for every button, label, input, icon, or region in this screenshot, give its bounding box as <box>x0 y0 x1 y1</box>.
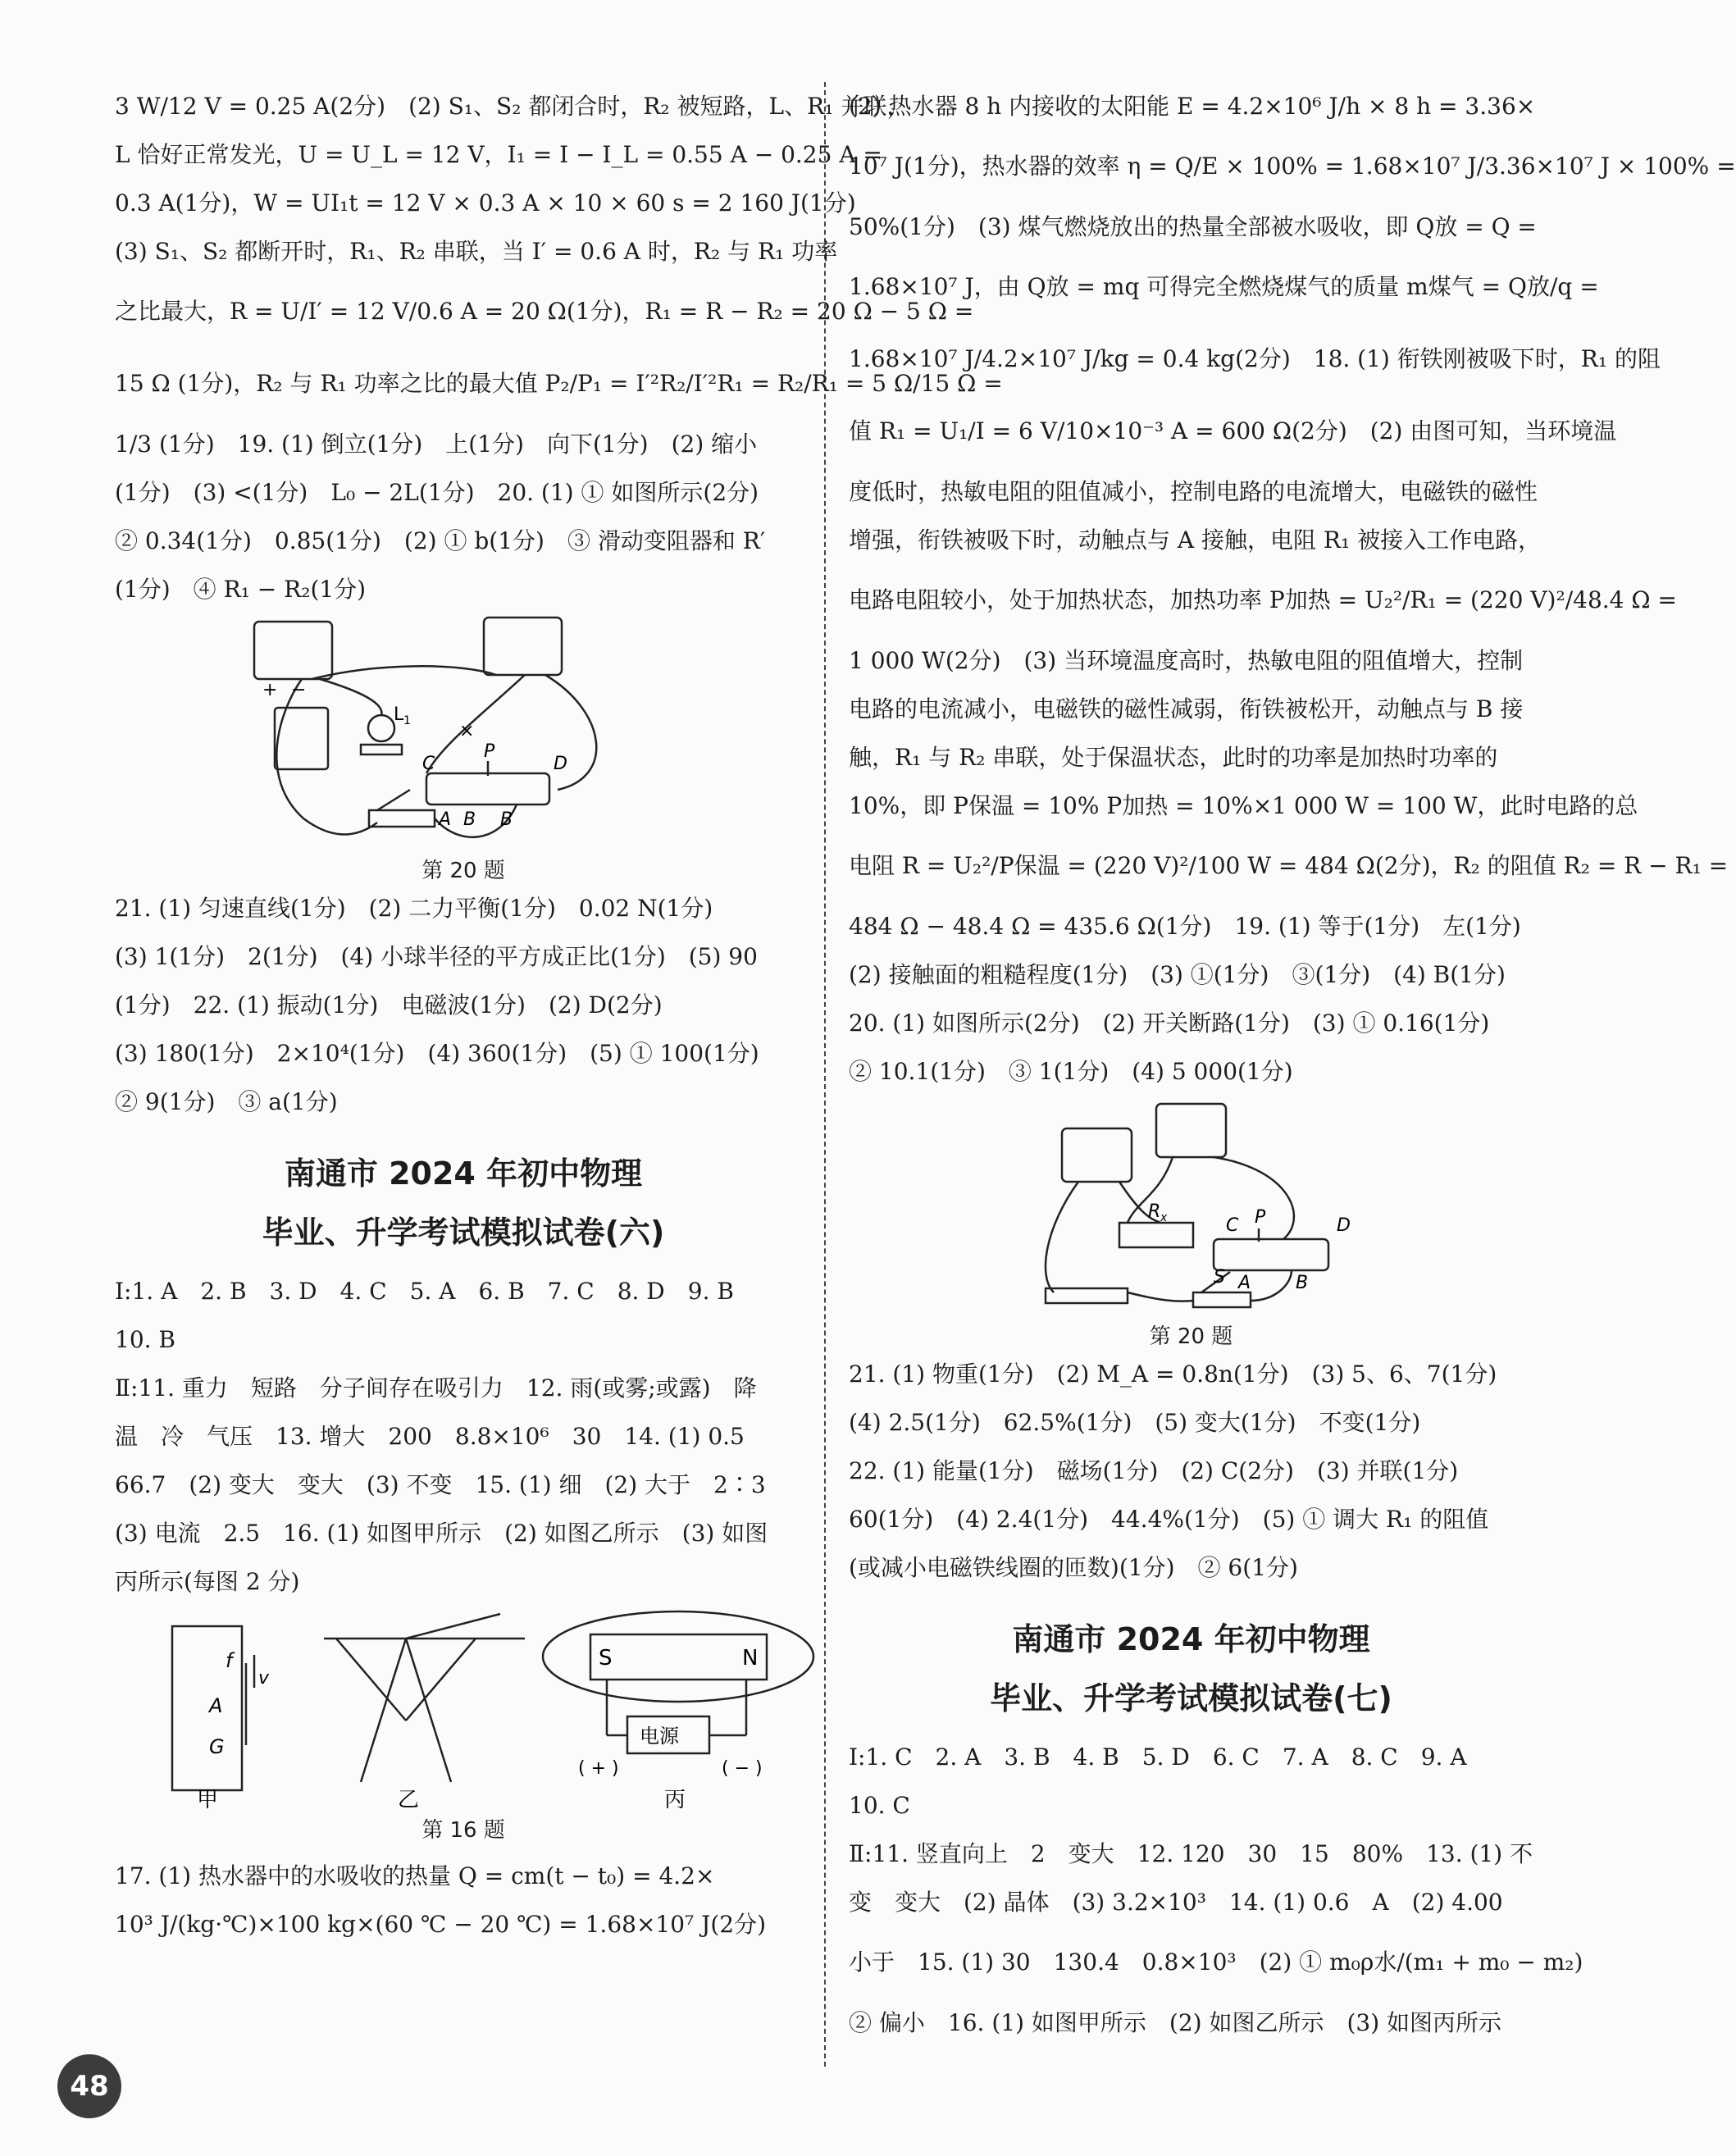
text-line: 温 冷 气压 13. 增大 200 8.8×10⁶ 30 14. (1) 0.5 <box>115 1423 745 1450</box>
text-line: ② 10.1(1分) ③ 1(1分) (4) 5 000(1分) <box>849 1058 1293 1085</box>
svg-text:D: D <box>554 754 567 774</box>
text-line: 电路的电流减小，电磁铁的磁性减弱，衔铁被松开，动触点与 B 接 <box>849 695 1524 722</box>
text-line: (1分) ④ R₁ − R₂(1分) <box>115 576 367 603</box>
figure-16 <box>115 1606 812 1852</box>
svg-text:R: R <box>1148 1201 1161 1222</box>
svg-text:A: A <box>209 1694 223 1717</box>
svg-text:x: x <box>1160 1211 1168 1224</box>
svg-text:N: N <box>742 1646 759 1671</box>
minus-label: ( − ) <box>722 1758 763 1779</box>
voltmeter-shape <box>1062 1128 1132 1182</box>
text-line: 66.7 (2) 变大 变大 (3) 不变 15. (1) 细 (2) 大于 2∶3 <box>115 1471 766 1498</box>
svg-text:D: D <box>1337 1215 1351 1236</box>
text-line: (2) 热水器 8 h 内接收的太阳能 E = 4.2×10⁶ J/h × 8 h = 3.36× <box>849 93 1536 120</box>
svg-text:A: A <box>439 809 452 830</box>
svg-text:S: S <box>1214 1267 1225 1288</box>
text-line: 1.68×10⁷ J/4.2×10⁷ J/kg = 0.4 kg(2分) 18. (1) 衔铁刚被吸下时，R₁ 的阻 <box>849 345 1661 372</box>
power-label: 电源 <box>640 1725 679 1748</box>
text-line: 变 变大 (2) 晶体 (3) 3.2×10³ 14. (1) 0.6 A (2) 4.00 <box>849 1889 1503 1916</box>
svg-text:×: × <box>459 721 475 741</box>
figure-20-left <box>115 613 812 884</box>
text-line: (2) 接触面的粗糙程度(1分) (3) ①(1分) ③(1分) (4) B(1分) <box>849 961 1506 988</box>
svg-text:A: A <box>1238 1273 1251 1293</box>
voltmeter-shape <box>254 622 332 679</box>
svg-text:C: C <box>1226 1215 1239 1236</box>
circuit-diagram <box>115 613 812 851</box>
text-line: Ⅱ:11. 竖直向上 2 变大 12. 120 30 15 80% 13. (1) 不 <box>849 1840 1533 1867</box>
text-line: 21. (1) 物重(1分) (2) M_A = 0.8n(1分) (3) 5、6、7(1分) <box>849 1361 1497 1388</box>
label-yi: 乙 <box>398 1788 420 1812</box>
right-column <box>849 82 1736 2047</box>
text-line: Ⅰ:1. A 2. B 3. D 4. C 5. A 6. B 7. C 8. D 9. B <box>115 1278 734 1305</box>
text-line: (3) S₁、S₂ 都断开时，R₁、R₂ 串联，当 I′ = 0.6 A 时，R₂ 与 R₁ 功率 <box>115 238 838 265</box>
text-line: 10. C <box>849 1792 910 1819</box>
svg-text:1: 1 <box>403 714 411 727</box>
text-line: 1/3 (1分) 19. (1) 倒立(1分) 上(1分) 向下(1分) (2) 缩小 <box>115 431 758 458</box>
text-line: 3 W/12 V = 0.25 A(2分) (2) S₁、S₂ 都闭合时，R₂ 被短路，L、R₁ 并联， <box>115 93 910 120</box>
text-line: 度低时，热敏电阻的阻值减小，控制电路的电流增大，电磁铁的磁性 <box>849 478 1538 505</box>
text-line: 触，R₁ 与 R₂ 串联，处于保温状态，此时的功率是加热时功率的 <box>849 744 1498 771</box>
svg-text:+: + <box>262 680 278 700</box>
text-line: 增强，衔铁被吸下时，动触点与 A 接触，电阻 R₁ 被接入工作电路， <box>849 526 1542 554</box>
ammeter-shape <box>484 618 562 675</box>
svg-text:P: P <box>484 741 495 762</box>
text-line: (4) 2.5(1分) 62.5%(1分) (5) 变大(1分) 不变(1分) <box>849 1409 1421 1436</box>
text-line: (3) 180(1分) 2×10⁴(1分) (4) 360(1分) (5) ① 100(1分) <box>115 1040 759 1067</box>
svg-text:G: G <box>209 1735 225 1758</box>
text-line: (3) 电流 2.5 16. (1) 如图甲所示 (2) 如图乙所示 (3) 如图 <box>115 1520 768 1547</box>
text-line: 484 Ω − 48.4 Ω = 435.6 Ω(1分) 19. (1) 等于(1分) 左(1分) <box>849 913 1521 940</box>
text-line: 10⁷ J(1分)，热水器的效率 η = Q/E × 100% = 1.68×10⁷ J/3.36×10⁷ J × 100% = <box>849 153 1736 180</box>
text-line: 10³ J/(kg·℃)×100 kg×(60 ℃ − 20 ℃) = 1.68×10⁷ J(2分) <box>115 1911 767 1938</box>
section-heading: 毕业、升学考试模拟试卷(七) <box>990 1680 1392 1716</box>
text-line: 1 000 W(2分) (3) 当环境温度高时，热敏电阻的阻值增大，控制 <box>849 647 1524 674</box>
text-line: Ⅱ:11. 重力 短路 分子间存在吸引力 12. 雨(或雾;或露) 降 <box>115 1374 757 1402</box>
text-line: (或减小电磁铁线圈的匝数)(1分) ② 6(1分) <box>849 1554 1298 1581</box>
svg-text:S: S <box>599 1646 613 1671</box>
svg-text:P: P <box>1255 1207 1266 1228</box>
label-jia: 甲 <box>197 1788 219 1812</box>
switch-base <box>369 810 435 827</box>
text-line: 20. (1) 如图所示(2分) (2) 开关断路(1分) (3) ① 0.16(1分) <box>849 1010 1490 1037</box>
figure-20-right <box>849 1096 1533 1350</box>
svg-text:−: − <box>291 680 307 700</box>
text-line: 50%(1分) (3) 煤气燃烧放出的热量全部被水吸收，即 Q放 = Q = <box>849 213 1537 240</box>
section-heading: 毕业、升学考试模拟试卷(六) <box>262 1215 665 1251</box>
svg-text:B: B <box>463 809 476 830</box>
text-line: ② 9(1分) ③ a(1分) <box>115 1088 338 1115</box>
svg-text:v: v <box>258 1668 270 1689</box>
svg-text:f: f <box>226 1649 233 1672</box>
label-bing: 丙 <box>664 1788 686 1812</box>
figure-caption: 第 16 题 <box>421 1818 505 1843</box>
text-line: 15 Ω (1分)，R₂ 与 R₁ 功率之比的最大值 P₂/P₁ = I′²R₂/I′²R₁ = R₂/R₁ = 5 Ω/15 Ω = <box>115 370 1003 397</box>
text-line: 10%，即 P保温 = 10% P加热 = 10%×1 000 W = 100 W，此时电路的总 <box>849 792 1638 819</box>
text-line: (3) 1(1分) 2(1分) (4) 小球半径的平方成正比(1分) (5) 90 <box>115 943 758 970</box>
text-line: 60(1分) (4) 2.4(1分) 44.4%(1分) (5) ① 调大 R₁ 的阻值 <box>849 1506 1489 1533</box>
text-line: 丙所示(每图 2 分) <box>115 1568 300 1595</box>
text-line: 小于 15. (1) 30 130.4 0.8×10³ (2) ① m₀ρ水/(m₁ + m₀ − m₂) <box>849 1949 1583 1976</box>
text-line: 22. (1) 能量(1分) 磁场(1分) (2) C(2分) (3) 并联(1分) <box>849 1457 1459 1484</box>
circuit-diagram <box>849 1096 1533 1317</box>
section-heading: 南通市 2024 年初中物理 <box>1012 1621 1370 1657</box>
text-line: (1分) (3) <(1分) L₀ − 2L(1分) 20. (1) ① 如图所示(2分) <box>115 479 759 506</box>
text-line: (1分) 22. (1) 振动(1分) 电磁波(1分) (2) D(2分) <box>115 991 663 1019</box>
text-line: 之比最大，R = U/I′ = 12 V/0.6 A = 20 Ω(1分)，R₁ = R − R₂ = 20 Ω − 5 Ω = <box>115 298 974 325</box>
text-line: 1.68×10⁷ J，由 Q放 = mq 可得完全燃烧煤气的质量 m煤气 = Q放/q = <box>849 273 1599 300</box>
figure-caption: 第 20 题 <box>1149 1324 1233 1349</box>
bulb-shape <box>368 715 394 741</box>
svg-text:L: L <box>394 704 404 725</box>
figure-caption: 第 20 题 <box>421 859 505 883</box>
figure-16-drawings <box>115 1606 812 1811</box>
text-line: ② 偏小 16. (1) 如图甲所示 (2) 如图乙所示 (3) 如图丙所示 <box>849 2009 1502 2036</box>
text-line: 10. B <box>115 1326 176 1353</box>
svg-text:B: B <box>1296 1273 1309 1293</box>
text-line: 0.3 A(1分)，W = UI₁t = 12 V × 0.3 A × 10 × 60 s = 2 160 J(1分) <box>115 189 856 217</box>
text-line: 21. (1) 匀速直线(1分) (2) 二力平衡(1分) 0.02 N(1分) <box>115 895 713 922</box>
svg-text:B: B <box>500 809 513 830</box>
switch-base <box>1193 1292 1251 1307</box>
section-heading: 南通市 2024 年初中物理 <box>284 1155 643 1192</box>
page-number-badge: 48 <box>57 2054 121 2118</box>
rheostat-shape <box>426 773 549 805</box>
text-line: ② 0.34(1分) 0.85(1分) (2) ① b(1分) ③ 滑动变阻器和 R′ <box>115 527 766 554</box>
text-line: 电路电阻较小，处于加热状态，加热功率 P加热 = U₂²/R₁ = (220 V)²/48.4 Ω = <box>849 586 1677 613</box>
text-line: Ⅰ:1. C 2. A 3. B 4. B 5. D 6. C 7. A 8. C 9. A <box>849 1743 1467 1771</box>
electromagnet-shape <box>590 1634 767 1680</box>
resistor-rx <box>1119 1223 1193 1247</box>
text-line: 17. (1) 热水器中的水吸收的热量 Q = cm(t − t₀) = 4.2× <box>115 1862 715 1889</box>
text-line: 电阻 R = U₂²/P保温 = (220 V)²/100 W = 484 Ω(2分)，R₂ 的阻值 R₂ = R − R₁ = <box>849 852 1729 879</box>
rheostat-shape <box>1214 1239 1328 1270</box>
battery-shape <box>1046 1288 1128 1303</box>
text-line: L 恰好正常发光，U = U_L = 12 V，I₁ = I − I_L = 0.55 A − 0.25 A = <box>115 141 882 168</box>
svg-text:C: C <box>422 754 435 774</box>
ammeter-shape <box>1156 1104 1226 1157</box>
text-line: 值 R₁ = U₁/I = 6 V/10×10⁻³ A = 600 Ω(2分) (2) 由图可知，当环境温 <box>849 417 1617 444</box>
plus-label: ( + ) <box>578 1758 619 1779</box>
